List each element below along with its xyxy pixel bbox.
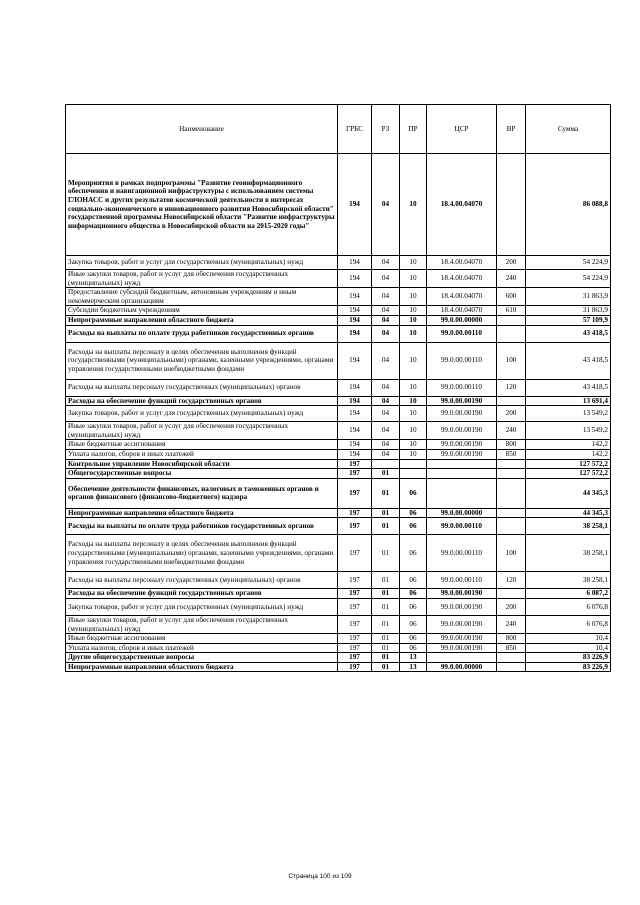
row-vr: 850: [497, 643, 526, 653]
table-row: [66, 325, 611, 342]
row-name: Иные бюджетные ассигнования: [66, 634, 338, 644]
row-vr: [497, 589, 526, 599]
table-row: [66, 440, 611, 450]
row-pr: 06: [400, 518, 427, 535]
row-rz: 01: [372, 518, 400, 535]
row-vr: 800: [497, 634, 526, 644]
row-vr: 100: [497, 535, 526, 572]
row-pr: 10: [400, 325, 427, 342]
table-row: [66, 643, 611, 653]
row-pr: 10: [400, 342, 427, 379]
row-sum: 6 076,8: [526, 615, 611, 633]
row-vr: 240: [497, 615, 526, 633]
row-grbs: 197: [338, 662, 372, 672]
row-rz: 04: [372, 325, 400, 342]
row-pr: 10: [400, 256, 427, 270]
row-sum: 13 549,2: [526, 406, 611, 422]
row-name: Предоставление субсидий бюджетным, автономным учреждениям и иным некоммерческим организациям: [66, 288, 338, 306]
row-grbs: 194: [338, 315, 372, 325]
row-grbs: 197: [338, 572, 372, 589]
row-csr: 99.0.00.00110: [427, 325, 497, 342]
row-name: Расходы на выплаты персоналу в целях обеспечения выполнения функций государственными (муниципальными) органами, казенными учреждениями, органами управления государственными внебюджетными фондами: [66, 535, 338, 572]
row-csr: 99.0.00.00110: [427, 535, 497, 572]
row-sum: 142,2: [526, 449, 611, 459]
row-name: Уплата налогов, сборов и иных платежей: [66, 449, 338, 459]
row-csr: 99.0.00.00000: [427, 315, 497, 325]
row-csr: 99.0.00.00190: [427, 643, 497, 653]
table-row: [66, 256, 611, 270]
row-rz: 04: [372, 288, 400, 306]
table-row: [66, 342, 611, 379]
header-csr: ЦСР: [427, 105, 497, 154]
row-pr: 10: [400, 406, 427, 422]
row-rz: 01: [372, 653, 400, 663]
row-sum: 43 418,5: [526, 325, 611, 342]
table-row: [66, 535, 611, 572]
table-row: [66, 288, 611, 306]
row-sum: 31 863,9: [526, 288, 611, 306]
row-rz: 01: [372, 634, 400, 644]
row-grbs: 197: [338, 598, 372, 615]
row-rz: 04: [372, 342, 400, 379]
row-name: Уплата налогов, сборов и иных платежей: [66, 643, 338, 653]
row-pr: 10: [400, 379, 427, 396]
table-row: [66, 422, 611, 440]
row-sum: 54 224,9: [526, 256, 611, 270]
row-vr: [497, 325, 526, 342]
row-grbs: 194: [338, 379, 372, 396]
row-grbs: 194: [338, 306, 372, 316]
row-sum: 83 226,9: [526, 662, 611, 672]
row-csr: 18.4.00.04070: [427, 306, 497, 316]
row-sum: 10,4: [526, 634, 611, 644]
row-rz: 01: [372, 508, 400, 518]
header-grbs: ГРБС: [338, 105, 372, 154]
row-sum: 6 076,8: [526, 598, 611, 615]
row-rz: 01: [372, 535, 400, 572]
row-vr: 240: [497, 270, 526, 288]
table-row: [66, 589, 611, 599]
row-csr: 99.0.00.00190: [427, 634, 497, 644]
row-pr: 06: [400, 589, 427, 599]
row-pr: 06: [400, 535, 427, 572]
row-name: Непрограммные направления областного бюджета: [66, 508, 338, 518]
row-pr: 13: [400, 662, 427, 672]
row-csr: 18.4.00.04070: [427, 154, 497, 256]
row-csr: [427, 478, 497, 508]
row-name: Обеспечение деятельности финансовых, налоговых и таможенных органов и органов финансового (финансово-бюджетного) надзора: [66, 478, 338, 508]
header-name: Наименование: [66, 105, 338, 154]
row-name: Расходы на обеспечение функций государственных органов: [66, 589, 338, 599]
row-vr: 800: [497, 440, 526, 450]
row-csr: 99.0.00.00190: [427, 440, 497, 450]
header-pr: ПР: [400, 105, 427, 154]
row-rz: 01: [372, 469, 400, 479]
table-row: [66, 518, 611, 535]
row-rz: 04: [372, 406, 400, 422]
row-vr: 120: [497, 379, 526, 396]
row-pr: 06: [400, 478, 427, 508]
row-pr: 10: [400, 440, 427, 450]
row-rz: 01: [372, 643, 400, 653]
row-csr: 18.4.00.04070: [427, 288, 497, 306]
row-grbs: 197: [338, 518, 372, 535]
row-grbs: 197: [338, 643, 372, 653]
row-pr: 10: [400, 422, 427, 440]
row-vr: [497, 478, 526, 508]
row-rz: 04: [372, 154, 400, 256]
row-name: Непрограммные направления областного бюджета: [66, 662, 338, 672]
row-grbs: 194: [338, 449, 372, 459]
row-pr: 10: [400, 270, 427, 288]
row-csr: 99.0.00.00190: [427, 449, 497, 459]
row-csr: [427, 653, 497, 663]
table-row: [66, 406, 611, 422]
row-sum: 44 345,3: [526, 508, 611, 518]
table-row: [66, 270, 611, 288]
table-row: [66, 396, 611, 406]
row-rz: 04: [372, 270, 400, 288]
row-grbs: 197: [338, 478, 372, 508]
row-vr: [497, 469, 526, 479]
row-name: Иные закупки товаров, работ и услуг для обеспечения государственных (муниципальных) нужд: [66, 270, 338, 288]
row-csr: 99.0.00.00110: [427, 518, 497, 535]
row-pr: 06: [400, 615, 427, 633]
row-pr: 10: [400, 306, 427, 316]
row-vr: 240: [497, 422, 526, 440]
row-rz: 01: [372, 662, 400, 672]
row-sum: 86 088,8: [526, 154, 611, 256]
row-pr: 13: [400, 653, 427, 663]
row-vr: 600: [497, 288, 526, 306]
header-rz: РЗ: [372, 105, 400, 154]
row-grbs: 197: [338, 589, 372, 599]
row-name: Иные закупки товаров, работ и услуг для обеспечения государственных (муниципальных) нужд: [66, 615, 338, 633]
row-vr: 850: [497, 449, 526, 459]
row-pr: 06: [400, 598, 427, 615]
row-csr: 99.0.00.00190: [427, 615, 497, 633]
header-vr: ВР: [497, 105, 526, 154]
table-body: [66, 154, 611, 672]
row-name: Закупка товаров, работ и услуг для государственных (муниципальных) нужд: [66, 406, 338, 422]
row-sum: 38 258,1: [526, 518, 611, 535]
row-name: Расходы на выплаты по оплате труда работников государственных органов: [66, 518, 338, 535]
table-row: [66, 306, 611, 316]
header-sum: Сумма: [526, 105, 611, 154]
row-csr: 99.0.00.00190: [427, 396, 497, 406]
row-vr: [497, 396, 526, 406]
row-rz: 04: [372, 449, 400, 459]
row-vr: [497, 459, 526, 469]
row-vr: [497, 662, 526, 672]
row-csr: 18.4.00.04070: [427, 270, 497, 288]
row-rz: 01: [372, 598, 400, 615]
row-rz: [372, 459, 400, 469]
table-row: [66, 449, 611, 459]
row-rz: 04: [372, 315, 400, 325]
row-sum: 43 418,5: [526, 342, 611, 379]
row-sum: 127 572,2: [526, 469, 611, 479]
row-rz: 01: [372, 572, 400, 589]
row-pr: [400, 469, 427, 479]
row-pr: 10: [400, 154, 427, 256]
table-row: [66, 662, 611, 672]
table-row: [66, 154, 611, 256]
row-name: Расходы на выплаты персоналу государственных (муниципальных) органов: [66, 379, 338, 396]
row-sum: 13 691,4: [526, 396, 611, 406]
row-csr: 99.0.00.00190: [427, 406, 497, 422]
row-grbs: 194: [338, 325, 372, 342]
row-grbs: 194: [338, 440, 372, 450]
table-row: [66, 315, 611, 325]
row-sum: 127 572,2: [526, 459, 611, 469]
row-vr: 120: [497, 572, 526, 589]
row-pr: 06: [400, 572, 427, 589]
row-grbs: 194: [338, 270, 372, 288]
row-grbs: 197: [338, 615, 372, 633]
row-sum: 31 863,9: [526, 306, 611, 316]
row-rz: 04: [372, 422, 400, 440]
row-sum: 10,4: [526, 643, 611, 653]
row-vr: [497, 315, 526, 325]
row-vr: [497, 508, 526, 518]
row-sum: 142,2: [526, 440, 611, 450]
row-csr: 99.0.00.00110: [427, 572, 497, 589]
row-name: Расходы на выплаты по оплате труда работников государственных органов: [66, 325, 338, 342]
row-pr: 10: [400, 396, 427, 406]
table-row: [66, 459, 611, 469]
row-pr: 06: [400, 643, 427, 653]
row-pr: 10: [400, 288, 427, 306]
row-csr: 99.0.00.00190: [427, 598, 497, 615]
row-sum: 13 549,2: [526, 422, 611, 440]
row-csr: 99.0.00.00190: [427, 422, 497, 440]
table-row: [66, 469, 611, 479]
row-grbs: 194: [338, 396, 372, 406]
row-vr: [497, 653, 526, 663]
row-vr: 610: [497, 306, 526, 316]
row-rz: 04: [372, 396, 400, 406]
row-rz: 01: [372, 478, 400, 508]
row-name: Иные бюджетные ассигнования: [66, 440, 338, 450]
row-pr: 10: [400, 315, 427, 325]
row-name: Расходы на обеспечение функций государственных органов: [66, 396, 338, 406]
row-grbs: 194: [338, 406, 372, 422]
row-grbs: 197: [338, 653, 372, 663]
row-vr: [497, 154, 526, 256]
table-row: [66, 478, 611, 508]
row-name: Расходы на выплаты персоналу в целях обеспечения выполнения функций государственными (муниципальными) органами, казенными учреждениями, органами управления государственными внебюджетными фондами: [66, 342, 338, 379]
row-csr: [427, 459, 497, 469]
table-row: [66, 634, 611, 644]
row-grbs: 194: [338, 288, 372, 306]
row-grbs: 197: [338, 469, 372, 479]
row-name: Другие общегосударственные вопросы: [66, 653, 338, 663]
row-name: Мероприятия в рамках подпрограммы "Развитие геоинформационного обеспечения и навигационной инфраструктуры с использованием системы ГЛОНАСС и других результатов космической деятельности в интересах социально-экономического и инновационного развития Новосибирской области" государственной программы Новосибирской области "Развитие инфраструктуры информационного общества в Новосибирской области на 2015-2020 годы": [66, 154, 338, 256]
row-sum: 6 087,2: [526, 589, 611, 599]
row-grbs: 197: [338, 535, 372, 572]
row-grbs: 197: [338, 459, 372, 469]
row-sum: 83 226,9: [526, 653, 611, 663]
row-vr: [497, 518, 526, 535]
row-sum: 44 345,3: [526, 478, 611, 508]
row-grbs: 194: [338, 154, 372, 256]
row-csr: 18.4.00.04070: [427, 256, 497, 270]
table-row: [66, 615, 611, 633]
table-row: [66, 572, 611, 589]
row-name: Иные закупки товаров, работ и услуг для обеспечения государственных (муниципальных) нужд: [66, 422, 338, 440]
row-rz: 01: [372, 589, 400, 599]
budget-table: [65, 104, 611, 672]
row-sum: 43 418,5: [526, 379, 611, 396]
page-number: Страница 100 из 109: [288, 873, 352, 880]
row-grbs: 197: [338, 634, 372, 644]
row-csr: 99.0.00.00110: [427, 342, 497, 379]
row-vr: 200: [497, 406, 526, 422]
row-name: Расходы на выплаты персоналу государственных (муниципальных) органов: [66, 572, 338, 589]
table-row: [66, 653, 611, 663]
row-sum: 38 258,1: [526, 535, 611, 572]
row-vr: 200: [497, 598, 526, 615]
row-pr: 06: [400, 634, 427, 644]
row-csr: 99.0.00.00000: [427, 662, 497, 672]
row-name: Контрольное управление Новосибирской области: [66, 459, 338, 469]
row-name: Непрограммные направления областного бюджета: [66, 315, 338, 325]
table-row: [66, 379, 611, 396]
row-vr: 100: [497, 342, 526, 379]
row-rz: 04: [372, 440, 400, 450]
table-row: [66, 508, 611, 518]
row-grbs: 194: [338, 342, 372, 379]
table-header-row: [66, 105, 611, 154]
row-csr: 99.0.00.00000: [427, 508, 497, 518]
row-pr: [400, 459, 427, 469]
table-row: [66, 598, 611, 615]
row-csr: [427, 469, 497, 479]
row-pr: 10: [400, 449, 427, 459]
row-vr: 200: [497, 256, 526, 270]
row-grbs: 194: [338, 422, 372, 440]
row-rz: 04: [372, 256, 400, 270]
row-grbs: 197: [338, 508, 372, 518]
row-name: Закупка товаров, работ и услуг для государственных (муниципальных) нужд: [66, 256, 338, 270]
row-pr: 06: [400, 508, 427, 518]
row-csr: 99.0.00.00110: [427, 379, 497, 396]
row-rz: 01: [372, 615, 400, 633]
row-sum: 57 109,9: [526, 315, 611, 325]
row-sum: 38 258,1: [526, 572, 611, 589]
row-name: Субсидии бюджетным учреждениям: [66, 306, 338, 316]
row-sum: 54 224,9: [526, 270, 611, 288]
row-rz: 04: [372, 379, 400, 396]
row-name: Закупка товаров, работ и услуг для государственных (муниципальных) нужд: [66, 598, 338, 615]
row-rz: 04: [372, 306, 400, 316]
row-name: Общегосударственные вопросы: [66, 469, 338, 479]
row-grbs: 194: [338, 256, 372, 270]
row-csr: 99.0.00.00190: [427, 589, 497, 599]
